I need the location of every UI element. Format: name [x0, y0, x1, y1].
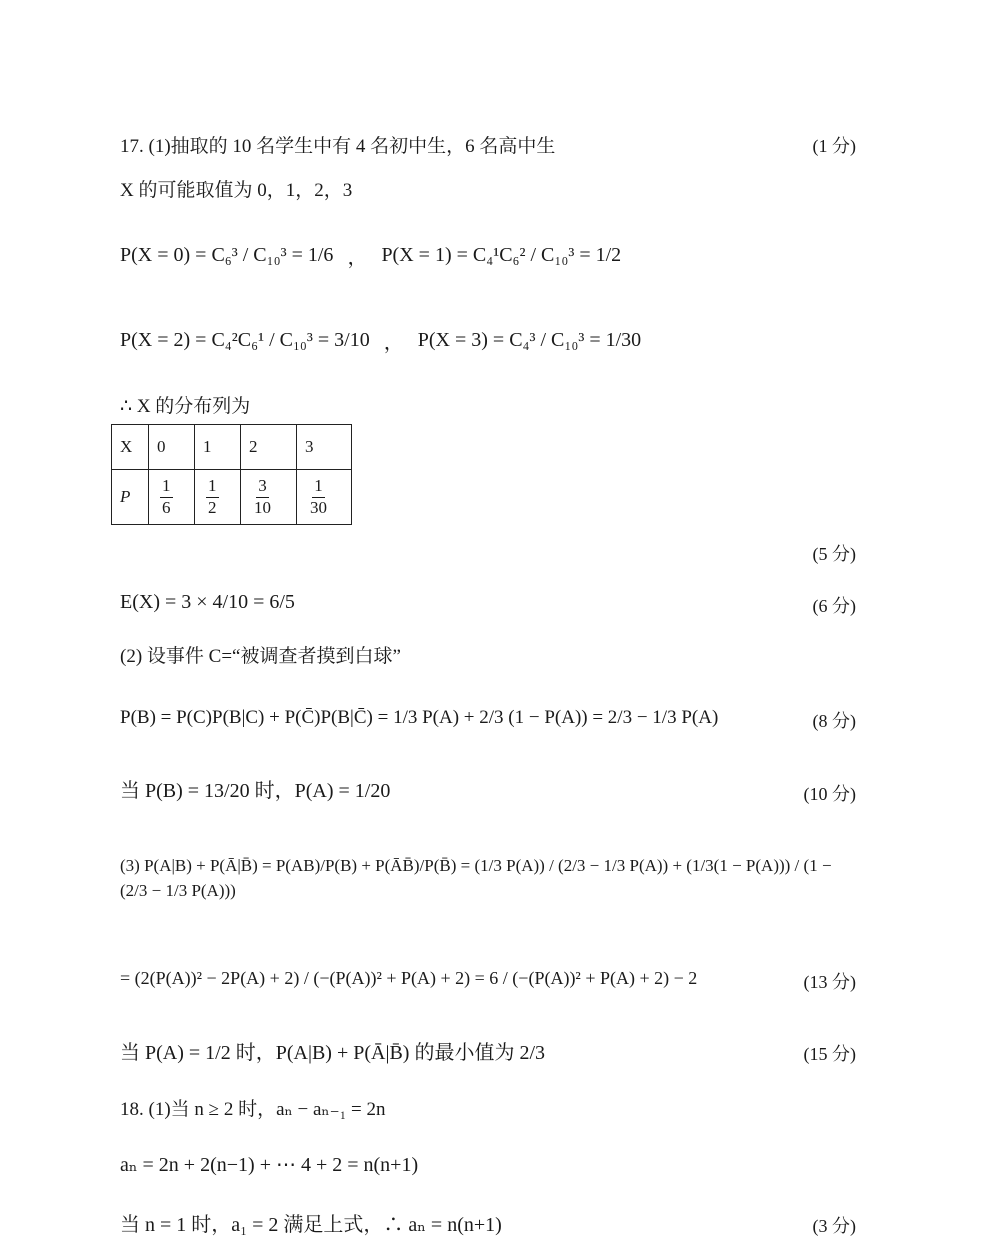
distribution-table	[111, 424, 352, 525]
score-3: (3 分)	[812, 1216, 856, 1236]
table-cell	[149, 470, 195, 525]
q17-intro-line	[120, 130, 868, 158]
p-x0: P(X = 0) = C₆³ / C₁₀³ = 1/6	[120, 243, 334, 266]
q18-intro: 18. (1)当 n ≥ 2 时，aₙ − aₙ₋₁ = 2n	[120, 1098, 386, 1120]
q18-intro-line	[120, 1092, 868, 1122]
q17-values: X 的可能取值为 0，1，2，3	[120, 179, 353, 201]
q18-sum: aₙ = 2n + 2(n−1) + ⋯ 4 + 2 = n(n+1)	[120, 1153, 419, 1176]
p-x1: P(X = 1) = C₄¹C₆² / C₁₀³ = 1/2	[381, 243, 622, 266]
prob-num: 1	[206, 476, 219, 497]
table-header-cell: 1	[195, 425, 241, 470]
part3-line	[120, 826, 858, 930]
score-13: (13 分)	[803, 972, 856, 992]
table-cell	[195, 470, 241, 525]
prob-line-2: P(X = 2) = C₄²C₆¹ / C₁₀³ = 3/10 ， P(X = 3) = C₄³ / C₁₀³ = 1/30	[120, 328, 642, 354]
table-row-label: P	[112, 470, 149, 525]
q18-sum-line	[120, 1148, 868, 1180]
table-cell	[297, 470, 352, 525]
q18-check: 当 n = 1 时，a₁ = 2 满足上式，∴ aₙ = n(n+1)	[120, 1213, 502, 1236]
simplify-line	[120, 950, 748, 1006]
score-1: (1 分)	[812, 136, 856, 156]
expectation-line	[120, 580, 868, 624]
prob-num: 1	[312, 476, 325, 497]
dist-title: ∴ X 的分布列为	[120, 395, 251, 417]
prob-den: 6	[162, 497, 171, 517]
min-value: 当 P(A) = 1/2 时，P(A|B) + P(Ā|B̄) 的最小值为 2/3	[120, 1041, 546, 1064]
pb-line	[120, 696, 748, 740]
part2-event: (2) 设事件 C=“被调查者摸到白球”	[120, 645, 401, 667]
table-header-cell: 2	[241, 425, 297, 470]
simplify-formula: = (2(P(A))² − 2P(A) + 2) / (−(P(A))² + P(A) + 2) = 6 / (−(P(A))² + P(A) + 2) − 2	[120, 967, 698, 988]
table-header-cell: X	[112, 425, 149, 470]
p-x2: P(X = 2) = C₄²C₆¹ / C₁₀³ = 3/10	[120, 328, 370, 351]
q17-intro: 17. (1)抽取的 10 名学生中有 4 名初中生，6 名高中生	[120, 135, 556, 157]
when-pb: 当 P(B) = 13/20 时，P(A) = 1/20	[120, 779, 391, 802]
score-15: (15 分)	[803, 1044, 856, 1064]
part2-line	[120, 640, 868, 668]
expectation: E(X) = 3 × 4/10 = 6/5	[120, 590, 295, 613]
prob-den: 2	[208, 497, 217, 517]
table-row	[112, 470, 352, 525]
prob-num: 1	[160, 476, 173, 497]
min-line	[120, 1028, 868, 1072]
prob-line-1: P(X = 0) = C₆³ / C₁₀³ = 1/6 ， P(X = 1) = C₄¹C₆² / C₁₀³ = 1/2	[120, 243, 622, 269]
p-x3: P(X = 3) = C₄³ / C₁₀³ = 1/30	[417, 328, 642, 351]
score-6: (6 分)	[812, 596, 856, 616]
pb-formula: P(B) = P(C)P(B|C) + P(C̄)P(B|C̄) = 1/3 P(A) + 2/3 (1 − P(A)) = 2/3 − 1/3 P(A)	[120, 707, 719, 728]
q17-values-line	[120, 174, 868, 202]
prob-num: 3	[256, 476, 269, 497]
prob-den: 10	[254, 497, 271, 517]
part3-formula: (3) P(A|B) + P(Ā|B̄) = P(AB)/P(B) + P(ĀB̄)/P(B̄) = (1/3 P(A)) / (2/3 − 1/3 P(A)) + (1/3(1 − P(A))) / (1 − (2/3 − 1/3 P(A)))	[120, 855, 832, 900]
prob-den: 30	[310, 497, 327, 517]
table-header-cell: 0	[149, 425, 195, 470]
dist-title-line	[120, 390, 868, 418]
table-cell	[241, 470, 297, 525]
score-5: (5 分)	[812, 544, 856, 564]
when1-line	[120, 766, 868, 810]
table-header-cell: 3	[297, 425, 352, 470]
score-10: (10 分)	[803, 784, 856, 804]
table-row	[112, 425, 352, 470]
score-8: (8 分)	[812, 711, 856, 731]
q18-check-line	[120, 1206, 868, 1238]
